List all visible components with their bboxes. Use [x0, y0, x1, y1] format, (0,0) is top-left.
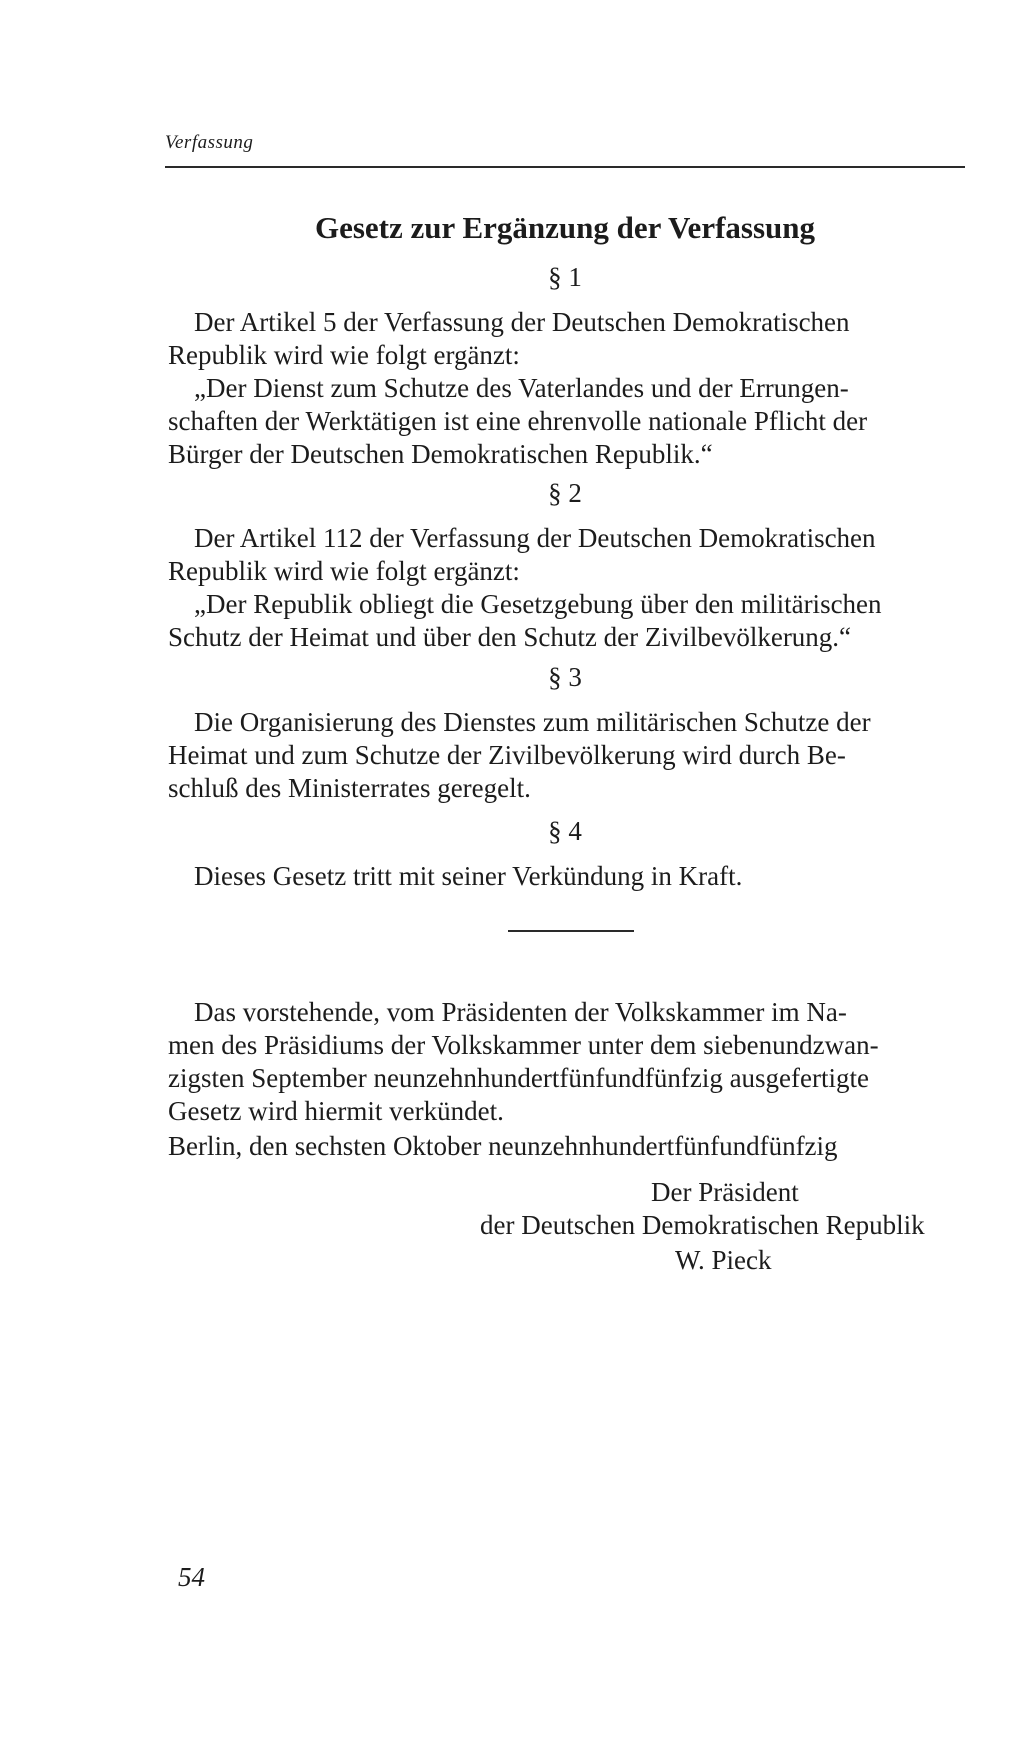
- text-line: Das vorstehende, vom Präsidenten der Volkskammer im Na-: [194, 997, 847, 1027]
- text-line: „Der Dienst zum Schutze des Vaterlandes und der Errungen-: [194, 373, 849, 403]
- page-number: 54: [178, 1562, 205, 1592]
- text-line: Dieses Gesetz tritt mit seiner Verkündung in Kraft.: [194, 861, 743, 891]
- section-1-text: [168, 306, 968, 471]
- section-2-sign: § 2: [548, 478, 582, 508]
- text-line: „Der Republik obliegt die Gesetzgebung über den militärischen: [194, 589, 882, 619]
- section-1-sign: § 1: [548, 262, 582, 292]
- signature-title: Der Präsident: [651, 1177, 799, 1207]
- text-line: Die Organisierung des Dienstes zum militärischen Schutze der: [194, 707, 871, 737]
- section-4-text: [168, 860, 968, 893]
- running-head: Verfassung: [165, 132, 254, 153]
- signature-name: W. Pieck: [675, 1245, 772, 1275]
- text-line: men des Präsidiums der Volkskammer unter dem siebenundzwan-: [168, 1030, 879, 1060]
- text-line: Der Artikel 5 der Verfassung der Deutschen Demokratischen: [194, 307, 850, 337]
- text-line: Heimat und zum Schutze der Zivilbevölkerung wird durch Be-: [168, 740, 846, 770]
- text-line: schluß des Ministerrates geregelt.: [168, 773, 531, 803]
- section-4-sign: § 4: [548, 816, 582, 846]
- text-line: Gesetz wird hiermit verkündet.: [168, 1096, 504, 1126]
- place-date: [168, 1130, 968, 1163]
- text-line: schaften der Werktätigen ist eine ehrenvolle nationale Pflicht der: [168, 406, 868, 436]
- signature-office: der Deutschen Demokratischen Republik: [480, 1210, 925, 1240]
- text-line: zigsten September neunzehnhundertfünfundfünfzig ausgefertigte: [168, 1063, 869, 1093]
- section-divider: [508, 930, 634, 932]
- header-rule: [165, 166, 965, 168]
- text-line: Schutz der Heimat und über den Schutz der Zivilbevölkerung.“: [168, 622, 852, 652]
- promulgation-text: [168, 996, 968, 1128]
- section-3-text: [168, 706, 968, 805]
- section-2-text: [168, 522, 968, 654]
- text-line: Republik wird wie folgt ergänzt:: [168, 340, 520, 370]
- section-3-sign: § 3: [548, 662, 582, 692]
- text-line: Republik wird wie folgt ergänzt:: [168, 556, 520, 586]
- law-title: Gesetz zur Ergänzung der Verfassung: [314, 210, 816, 245]
- text-line: Bürger der Deutschen Demokratischen Republik.“: [168, 439, 713, 469]
- place-date-line: Berlin, den sechsten Oktober neunzehnhundertfünfundfünfzig: [168, 1131, 838, 1161]
- text-line: Der Artikel 112 der Verfassung der Deutschen Demokratischen: [194, 523, 876, 553]
